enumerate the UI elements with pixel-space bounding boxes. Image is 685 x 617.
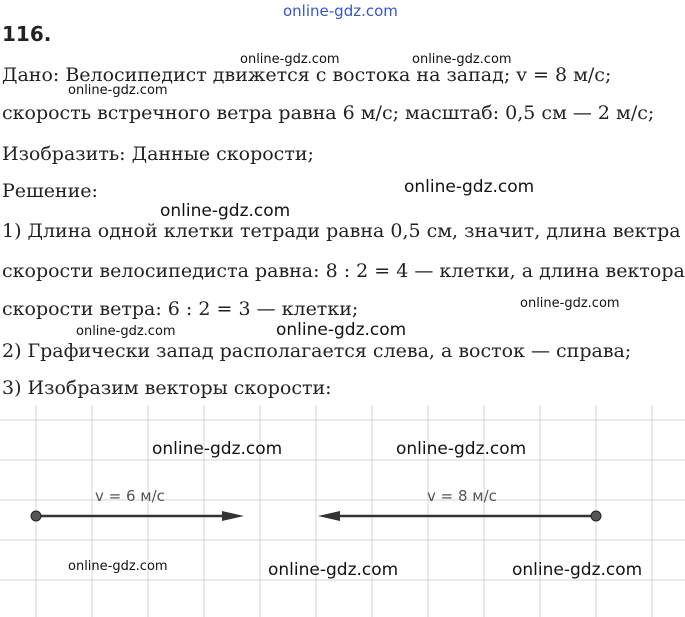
- cyclist-vector-label: v = 8 м/с: [427, 487, 497, 505]
- step1-line-b: скорости велосипедиста равна: 8 : 2 = 4 — клетки, а длина вектора: [2, 260, 685, 282]
- watermark: online-gdz.com: [268, 560, 399, 580]
- grid: [0, 405, 685, 617]
- wind-vector-label: v = 6 м/с: [95, 487, 165, 505]
- watermark: online-gdz.com: [152, 439, 283, 459]
- watermark: online-gdz.com: [404, 177, 535, 197]
- watermark: online-gdz.com: [240, 52, 340, 67]
- watermark: online-gdz.com: [68, 559, 168, 574]
- step2-line: 2) Графически запад располагается слева, а восток — справа;: [2, 340, 632, 362]
- solution-heading: Решение:: [2, 180, 98, 202]
- problem-number: 116.: [2, 22, 52, 46]
- watermark: online-gdz.com: [160, 201, 291, 221]
- given-line-2: скорость встречного ветра равна 6 м/с; масштаб: 0,5 см — 2 м/с;: [2, 102, 655, 124]
- watermark: online-gdz.com: [512, 560, 643, 580]
- watermark: online-gdz.com: [68, 83, 168, 98]
- wind-velocity-vector: [31, 487, 244, 521]
- watermark-top: online-gdz.com: [283, 2, 398, 20]
- step3-line: 3) Изобразим векторы скорости:: [2, 377, 332, 399]
- vector-diagram: [0, 405, 685, 617]
- watermark: online-gdz.com: [396, 439, 527, 459]
- step1-line-a: 1) Длина одной клетки тетради равна 0,5 см, значит, длина вектра: [2, 220, 681, 242]
- cyclist-velocity-vector: [318, 487, 601, 521]
- watermark: online-gdz.com: [412, 52, 512, 67]
- watermark: online-gdz.com: [276, 320, 407, 340]
- step1-line-c: скорости ветра: 6 : 2 = 3 — клетки;: [2, 298, 359, 320]
- watermark: online-gdz.com: [76, 324, 176, 339]
- watermark: online-gdz.com: [520, 296, 620, 311]
- given-line-1: Дано: Велосипедист движется с востока на запад; v = 8 м/с;: [2, 64, 612, 86]
- task-line: Изобразить: Данные скорости;: [2, 143, 314, 165]
